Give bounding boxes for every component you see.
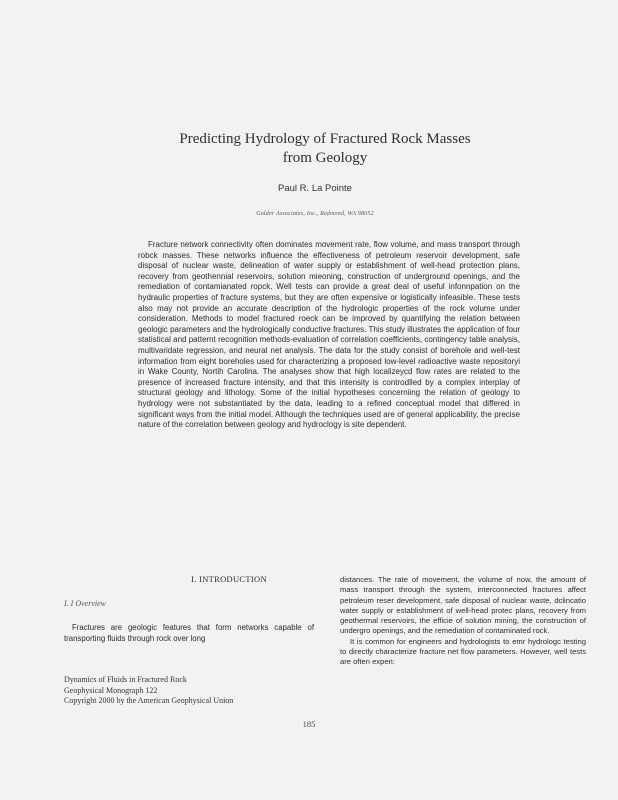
- footer-copyright: Copyright 2000 by the American Geophysical Union: [64, 696, 234, 705]
- author-name: Paul R. La Pointe: [278, 183, 352, 194]
- right-column: [340, 575, 586, 668]
- author-affiliation: Golder Associates, Inc., Redmond, WA 98052: [256, 211, 374, 217]
- abstract: Fracture network connectivity often dominates movement rate, flow volume, and mass transport through robck masses. These networks influence the effectiveness of petroleum reservoir development, safe disposal of nuclear waste, delineation of water supply or establishment of well-head protection plans, recovery from geothennial reservoirs, solution mieoning, construction of underground openings, and the remediation of contamianated ropck. Well tests can provide a great deal of useful infonnpation on the hydraulic properties of fracture systems, but they are often expensive or logistically infeasible. These tests also may not provide an accurate description of the hydrologic properties of the rock volume under consideration. Methods to model fractured roeck can be improved by quantifying the relation between geologic parameters and the hydrologically conductive fractures. This study illustrates the application of four statistical and patternt recognition methods-evaluation of correlation coefficients, contingency table analysis, multivaridate regression, and neural net analysis. The data for the study consist of borehole and well-test information from eight boreholes used for characterizing a proposed low-level radioactive waste repositoryi in Wake County, Nortih Carolina. The analyses show that high localizeycd flow rates are related to the presence of increased fracture intensity, and that this intensity is controdlled by a complex interplay of structural geology and lithology. Some of the initial hypotheses concerniing the relation of geology to hydrology were not substantiated by the data, leading to a refined conceptual model that differed in significant ways from the initial model. Although the techniques used are of general applicability, the precise nature of the correlation between geology and hydroclogy is site dependent.: [138, 240, 520, 430]
- title-line-1: Predicting Hydrology of Fractured Rock Masses: [179, 131, 471, 147]
- title-line-2: from Geology: [282, 150, 368, 166]
- paper-title: [140, 130, 510, 168]
- page-number: 185: [302, 719, 316, 729]
- footer-monograph: Geophysical Monograph 122: [64, 685, 158, 695]
- intro-paragraph-right-1: distances. The rate of movement, the volume of now, the amount of mass transport through the system, interconnected fractures affect petroleum reser development, safe disposal of nuclear waste, dclincatio water supply or establishment of well-head protec plans, recovery from geothermal reservoirs, the efficie of solution mining, the construction of undergro openings, and the remediation of contaminated rock.: [340, 575, 586, 636]
- publication-footer: [64, 675, 314, 707]
- subsection-heading: I. I Overview: [64, 599, 106, 608]
- intro-paragraph-right-2: It is common for engineers and hydrologists to emr hydrologc testing to directly characterize fracture net flow parameters. However, well tests are often expen:: [340, 636, 586, 667]
- intro-paragraph-left: Fractures are geologic features that form networks capable of transporting fluids through rock over long: [64, 623, 314, 643]
- section-heading: I. INTRODUCTION: [191, 574, 267, 584]
- footer-volume-title: Dynamics of Fluids in Fractured Rock: [64, 675, 187, 684]
- left-column: [64, 574, 334, 644]
